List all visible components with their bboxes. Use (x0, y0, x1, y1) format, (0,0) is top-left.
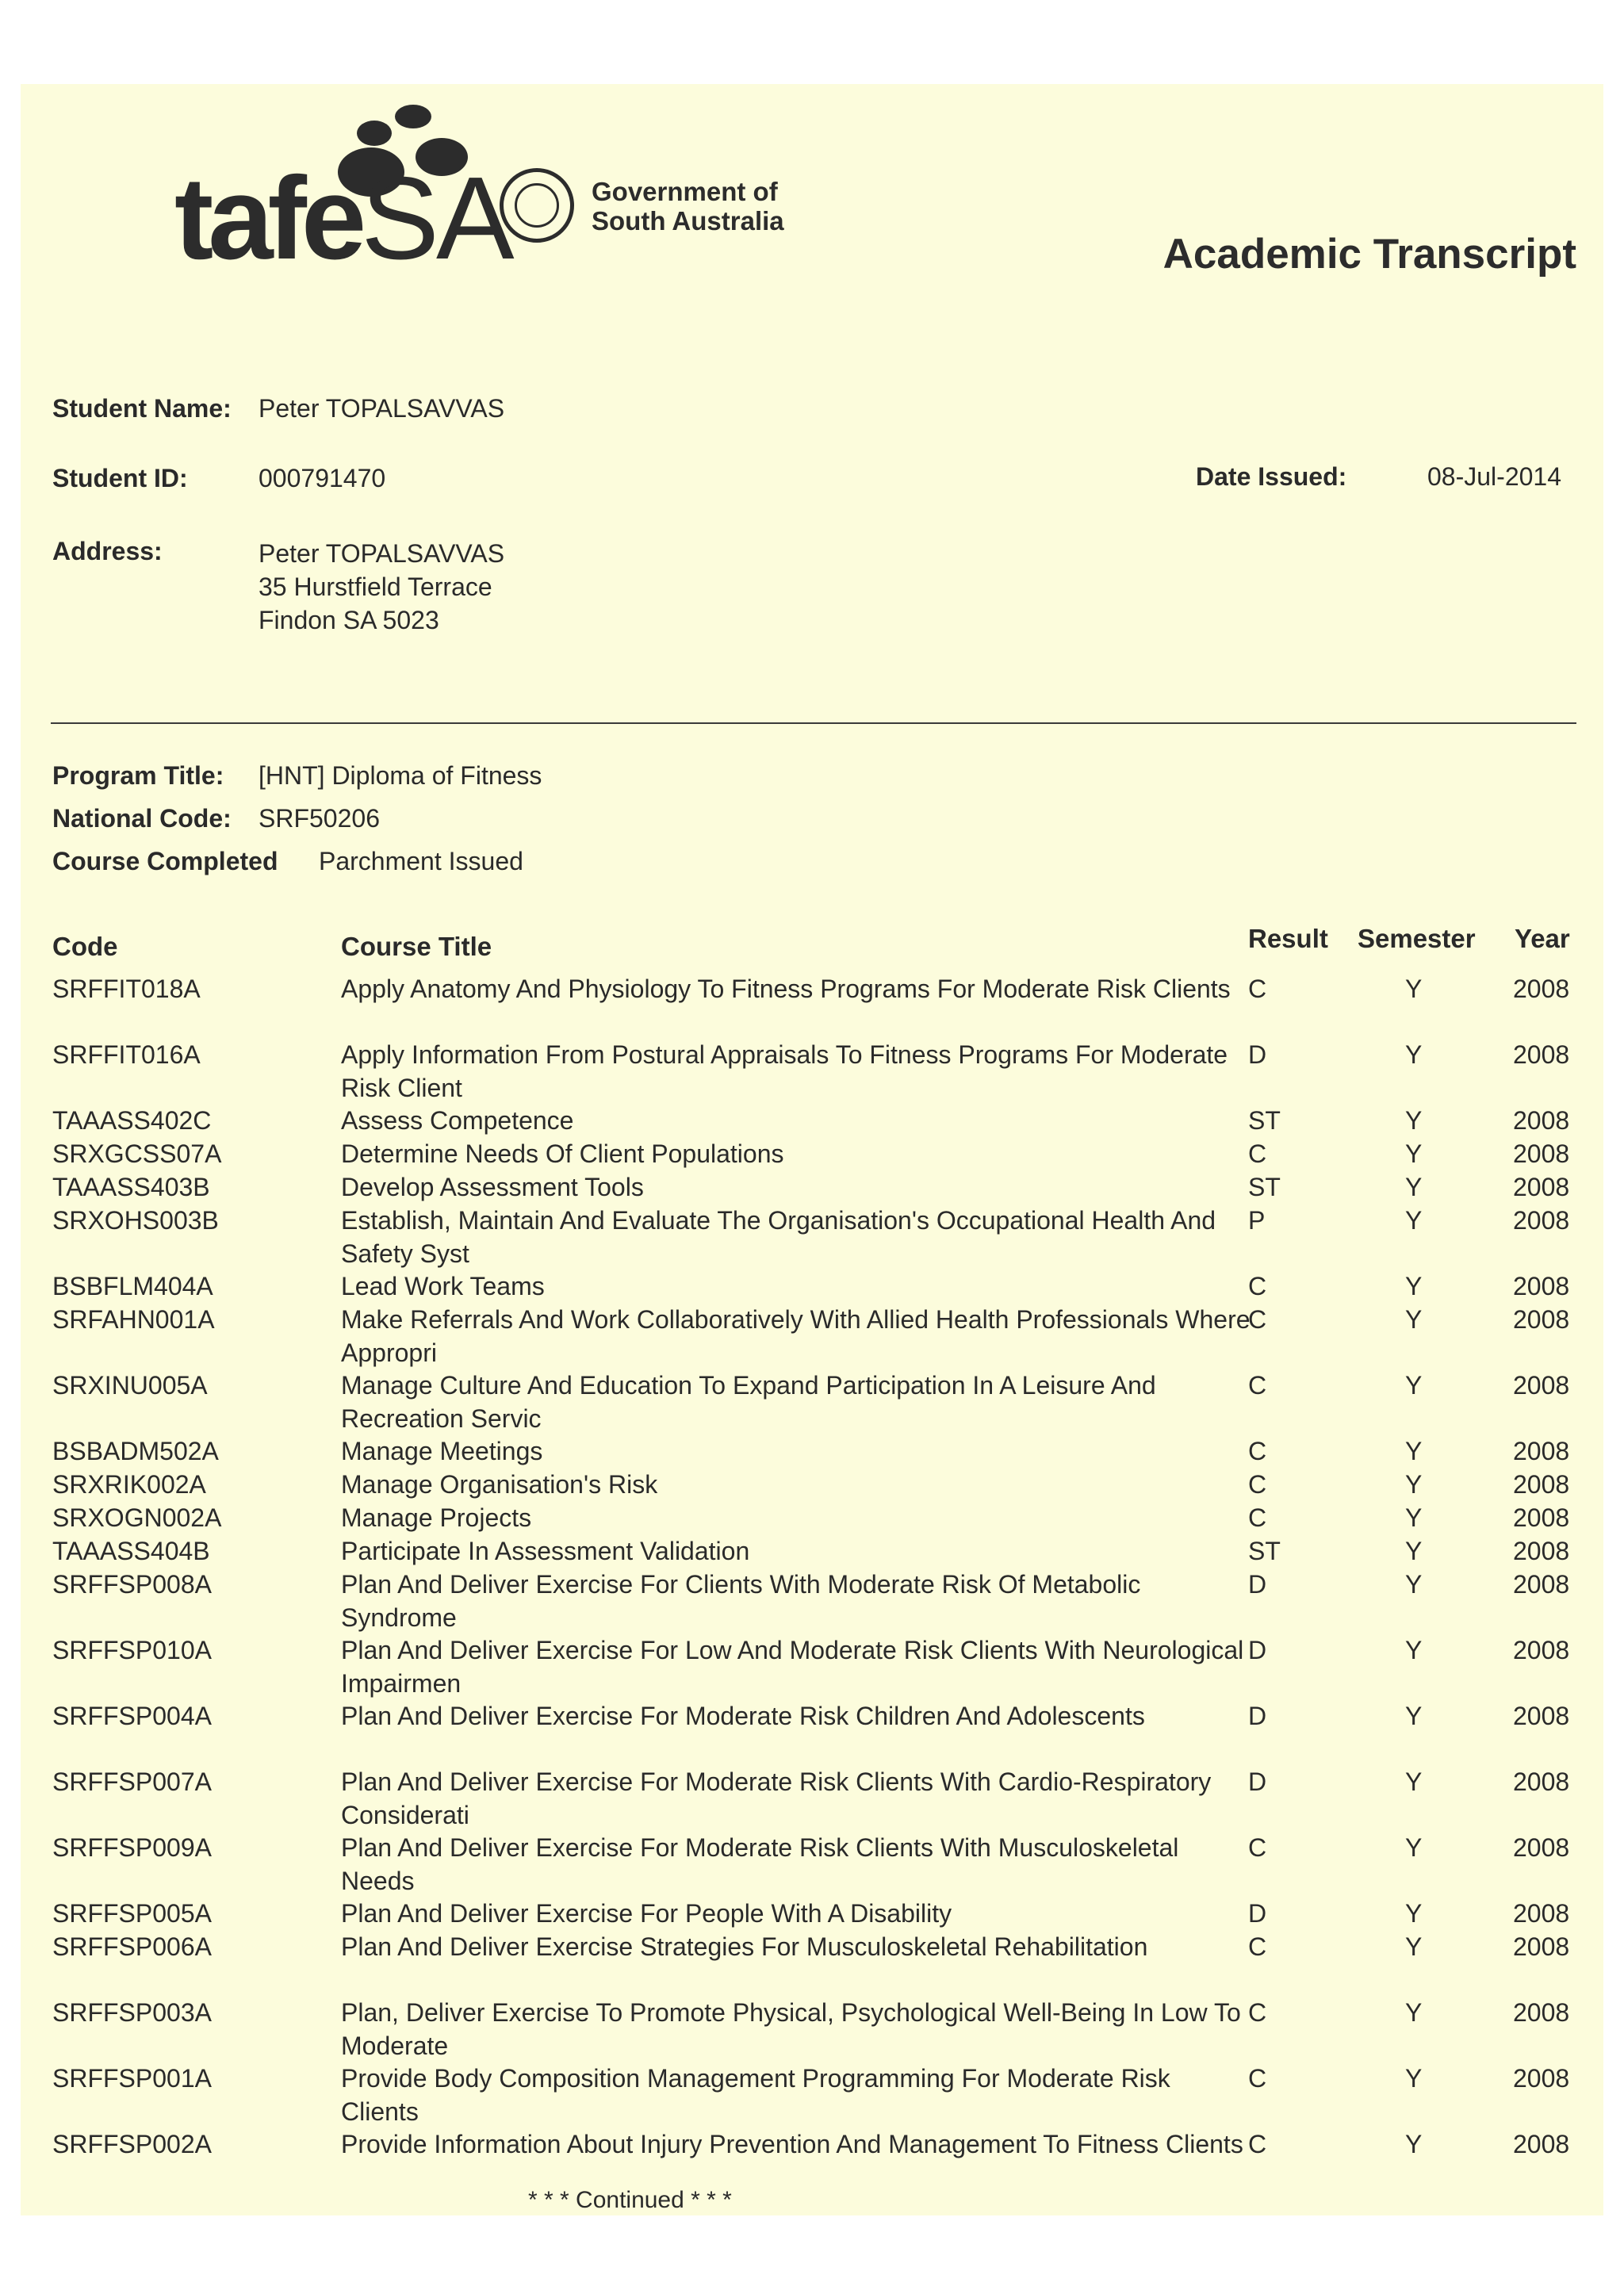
course-code: TAAASS404B (52, 1537, 210, 1565)
course-semester: Y (1405, 1899, 1423, 1928)
course-year: 2008 (1513, 1932, 1570, 1961)
course-code: BSBADM502A (52, 1437, 219, 1465)
course-title: Apply Information From Postural Appraisals To Fitness Programs For Moderate Risk Client (341, 1040, 1228, 1102)
course-semester: Y (1405, 1040, 1423, 1069)
course-code: SRFFSP010A (52, 1636, 212, 1664)
national-code-label: National Code: (52, 804, 232, 833)
column-header-course-title: Course Title (341, 932, 492, 961)
course-semester: Y (1405, 1767, 1423, 1796)
course-year: 2008 (1513, 1702, 1570, 1730)
course-result: D (1248, 1570, 1267, 1599)
course-title: Plan And Deliver Exercise For Low And Moderate Risk Clients With Neurological Impairmen (341, 1636, 1244, 1698)
course-code: SRXRIK002A (52, 1470, 206, 1499)
course-result: C (1248, 975, 1267, 1003)
student-id-value: 000791470 (259, 464, 386, 492)
course-title: Manage Organisation's Risk (341, 1470, 658, 1499)
course-title: Provide Body Composition Management Programming For Moderate Risk Clients (341, 2064, 1170, 2126)
student-name-label: Student Name: (52, 394, 232, 423)
course-code: SRFFSP007A (52, 1767, 212, 1796)
course-code: TAAASS402C (52, 1106, 212, 1135)
logo-dot (357, 121, 392, 146)
course-result: D (1248, 1040, 1267, 1069)
course-result: C (1248, 2130, 1267, 2158)
column-header-code: Code (52, 932, 118, 961)
course-result: P (1248, 1206, 1266, 1235)
course-year: 2008 (1513, 1767, 1570, 1796)
course-result: C (1248, 1305, 1267, 1334)
course-result: C (1248, 2064, 1267, 2093)
course-year: 2008 (1513, 1899, 1570, 1928)
column-header-result: Result (1248, 924, 1328, 953)
course-semester: Y (1405, 1702, 1423, 1730)
course-semester: Y (1405, 1206, 1423, 1235)
course-result: C (1248, 1371, 1267, 1400)
course-semester: Y (1405, 1503, 1423, 1532)
address-line: 35 Hurstfield Terrace (259, 573, 492, 601)
course-code: SRXOGN002A (52, 1503, 222, 1532)
course-year: 2008 (1513, 1040, 1570, 1069)
course-result: D (1248, 1636, 1267, 1664)
date-issued-label: Date Issued: (1196, 462, 1347, 491)
course-title: Manage Meetings (341, 1437, 543, 1465)
course-title: Participate In Assessment Validation (341, 1537, 750, 1565)
course-semester: Y (1405, 1932, 1423, 1961)
address-line: Findon SA 5023 (259, 606, 439, 634)
course-year: 2008 (1513, 1503, 1570, 1532)
course-result: C (1248, 1470, 1267, 1499)
continued-note: * * * Continued * * * (528, 2187, 732, 2213)
course-semester: Y (1405, 1636, 1423, 1664)
course-code: SRFAHN001A (52, 1305, 215, 1334)
course-code: SRFFIT018A (52, 975, 201, 1003)
course-code: SRXINU005A (52, 1371, 208, 1400)
address-line: Peter TOPALSAVVAS (259, 539, 505, 568)
course-code: SRFFSP008A (52, 1570, 212, 1599)
course-result: ST (1248, 1106, 1281, 1135)
course-code: SRFFSP009A (52, 1833, 212, 1862)
course-result: C (1248, 1833, 1267, 1862)
course-code: SRXGCSS07A (52, 1139, 222, 1168)
address-block (259, 537, 504, 637)
course-code: SRXOHS003B (52, 1206, 219, 1235)
government-seal-icon (500, 168, 574, 243)
course-semester: Y (1405, 1570, 1423, 1599)
course-semester: Y (1405, 975, 1423, 1003)
program-title-value: [HNT] Diploma of Fitness (259, 761, 542, 790)
course-title: Assess Competence (341, 1106, 574, 1135)
government-label (592, 177, 784, 236)
course-result: D (1248, 1899, 1267, 1928)
course-result: C (1248, 1932, 1267, 1961)
course-semester: Y (1405, 2064, 1423, 2093)
logo-text-light: SA (361, 153, 511, 284)
course-year: 2008 (1513, 1305, 1570, 1334)
course-code: SRFFSP004A (52, 1702, 212, 1730)
course-semester: Y (1405, 1305, 1423, 1334)
course-title: Plan, Deliver Exercise To Promote Physical, Psychological Well-Being In Low To Moderate (341, 1998, 1241, 2060)
course-result: D (1248, 1702, 1267, 1730)
course-semester: Y (1405, 1833, 1423, 1862)
program-title-label: Program Title: (52, 761, 224, 790)
address-label: Address: (52, 537, 163, 565)
course-title: Make Referrals And Work Collaboratively With Allied Health Professionals Where Appropri (341, 1305, 1251, 1367)
course-code: SRFFSP005A (52, 1899, 212, 1928)
course-semester: Y (1405, 1139, 1423, 1168)
date-issued-value: 08-Jul-2014 (1427, 462, 1561, 491)
course-result: ST (1248, 1537, 1281, 1565)
course-code: SRFFIT016A (52, 1040, 201, 1069)
course-completed-label: Course Completed (52, 847, 278, 875)
course-year: 2008 (1513, 1636, 1570, 1664)
course-title: Establish, Maintain And Evaluate The Organisation's Occupational Health And Safety Syst (341, 1206, 1216, 1268)
course-title: Develop Assessment Tools (341, 1173, 644, 1201)
course-result: ST (1248, 1173, 1281, 1201)
course-title: Manage Culture And Education To Expand Participation In A Leisure And Recreation Servic (341, 1371, 1156, 1433)
course-semester: Y (1405, 1106, 1423, 1135)
course-title: Apply Anatomy And Physiology To Fitness Programs For Moderate Risk Clients (341, 975, 1231, 1003)
tafesa-logo (174, 97, 511, 284)
course-title: Lead Work Teams (341, 1272, 545, 1300)
course-title: Plan And Deliver Exercise For Moderate Risk Children And Adolescents (341, 1702, 1145, 1730)
course-year: 2008 (1513, 1537, 1570, 1565)
column-header-year: Year (1515, 924, 1570, 953)
course-title: Plan And Deliver Exercise For People With A Disability (341, 1899, 952, 1928)
course-title: Plan And Deliver Exercise Strategies For Musculoskeletal Rehabilitation (341, 1932, 1148, 1961)
course-year: 2008 (1513, 1437, 1570, 1465)
course-title: Manage Projects (341, 1503, 532, 1532)
course-year: 2008 (1513, 2130, 1570, 2158)
course-semester: Y (1405, 1437, 1423, 1465)
course-semester: Y (1405, 1470, 1423, 1499)
course-code: SRFFSP006A (52, 1932, 212, 1961)
course-title: Plan And Deliver Exercise For Moderate Risk Clients With Cardio-Respiratory Considerati (341, 1767, 1212, 1829)
course-year: 2008 (1513, 1998, 1570, 2027)
course-semester: Y (1405, 2130, 1423, 2158)
course-code: SRFFSP003A (52, 1998, 212, 2027)
course-year: 2008 (1513, 1173, 1570, 1201)
course-year: 2008 (1513, 975, 1570, 1003)
logo-dot (395, 105, 431, 128)
course-code: SRFFSP001A (52, 2064, 212, 2093)
course-year: 2008 (1513, 1470, 1570, 1499)
course-year: 2008 (1513, 1139, 1570, 1168)
course-semester: Y (1405, 1998, 1423, 2027)
course-semester: Y (1405, 1272, 1423, 1300)
logo-wordmark (174, 153, 511, 284)
course-year: 2008 (1513, 1206, 1570, 1235)
course-semester: Y (1405, 1173, 1423, 1201)
gov-line-1: Government of (592, 177, 778, 206)
course-completed-value: Parchment Issued (319, 847, 523, 875)
logo-text-bold: tafe (174, 153, 362, 284)
course-code: SRFFSP002A (52, 2130, 212, 2158)
course-year: 2008 (1513, 1272, 1570, 1300)
course-year: 2008 (1513, 1570, 1570, 1599)
course-code: TAAASS403B (52, 1173, 210, 1201)
course-result: D (1248, 1767, 1267, 1796)
course-title: Determine Needs Of Client Populations (341, 1139, 784, 1168)
course-title: Plan And Deliver Exercise For Clients With Moderate Risk Of Metabolic Syndrome (341, 1570, 1141, 1632)
student-id-label: Student ID: (52, 464, 188, 492)
course-year: 2008 (1513, 1833, 1570, 1862)
course-semester: Y (1405, 1371, 1423, 1400)
course-year: 2008 (1513, 1106, 1570, 1135)
course-result: C (1248, 1998, 1267, 2027)
course-result: C (1248, 1437, 1267, 1465)
course-semester: Y (1405, 1537, 1423, 1565)
document-title: Academic Transcript (1162, 231, 1576, 278)
column-header-semester: Semester (1358, 924, 1476, 953)
course-title: Provide Information About Injury Prevention And Management To Fitness Clients (341, 2130, 1243, 2158)
course-result: C (1248, 1503, 1267, 1532)
gov-line-2: South Australia (592, 206, 784, 236)
course-result: C (1248, 1139, 1267, 1168)
divider (51, 722, 1576, 724)
course-result: C (1248, 1272, 1267, 1300)
course-year: 2008 (1513, 2064, 1570, 2093)
student-name-value: Peter TOPALSAVVAS (259, 394, 505, 423)
course-code: BSBFLM404A (52, 1272, 213, 1300)
national-code-value: SRF50206 (259, 804, 380, 833)
course-title: Plan And Deliver Exercise For Moderate Risk Clients With Musculoskeletal Needs (341, 1833, 1179, 1895)
course-year: 2008 (1513, 1371, 1570, 1400)
